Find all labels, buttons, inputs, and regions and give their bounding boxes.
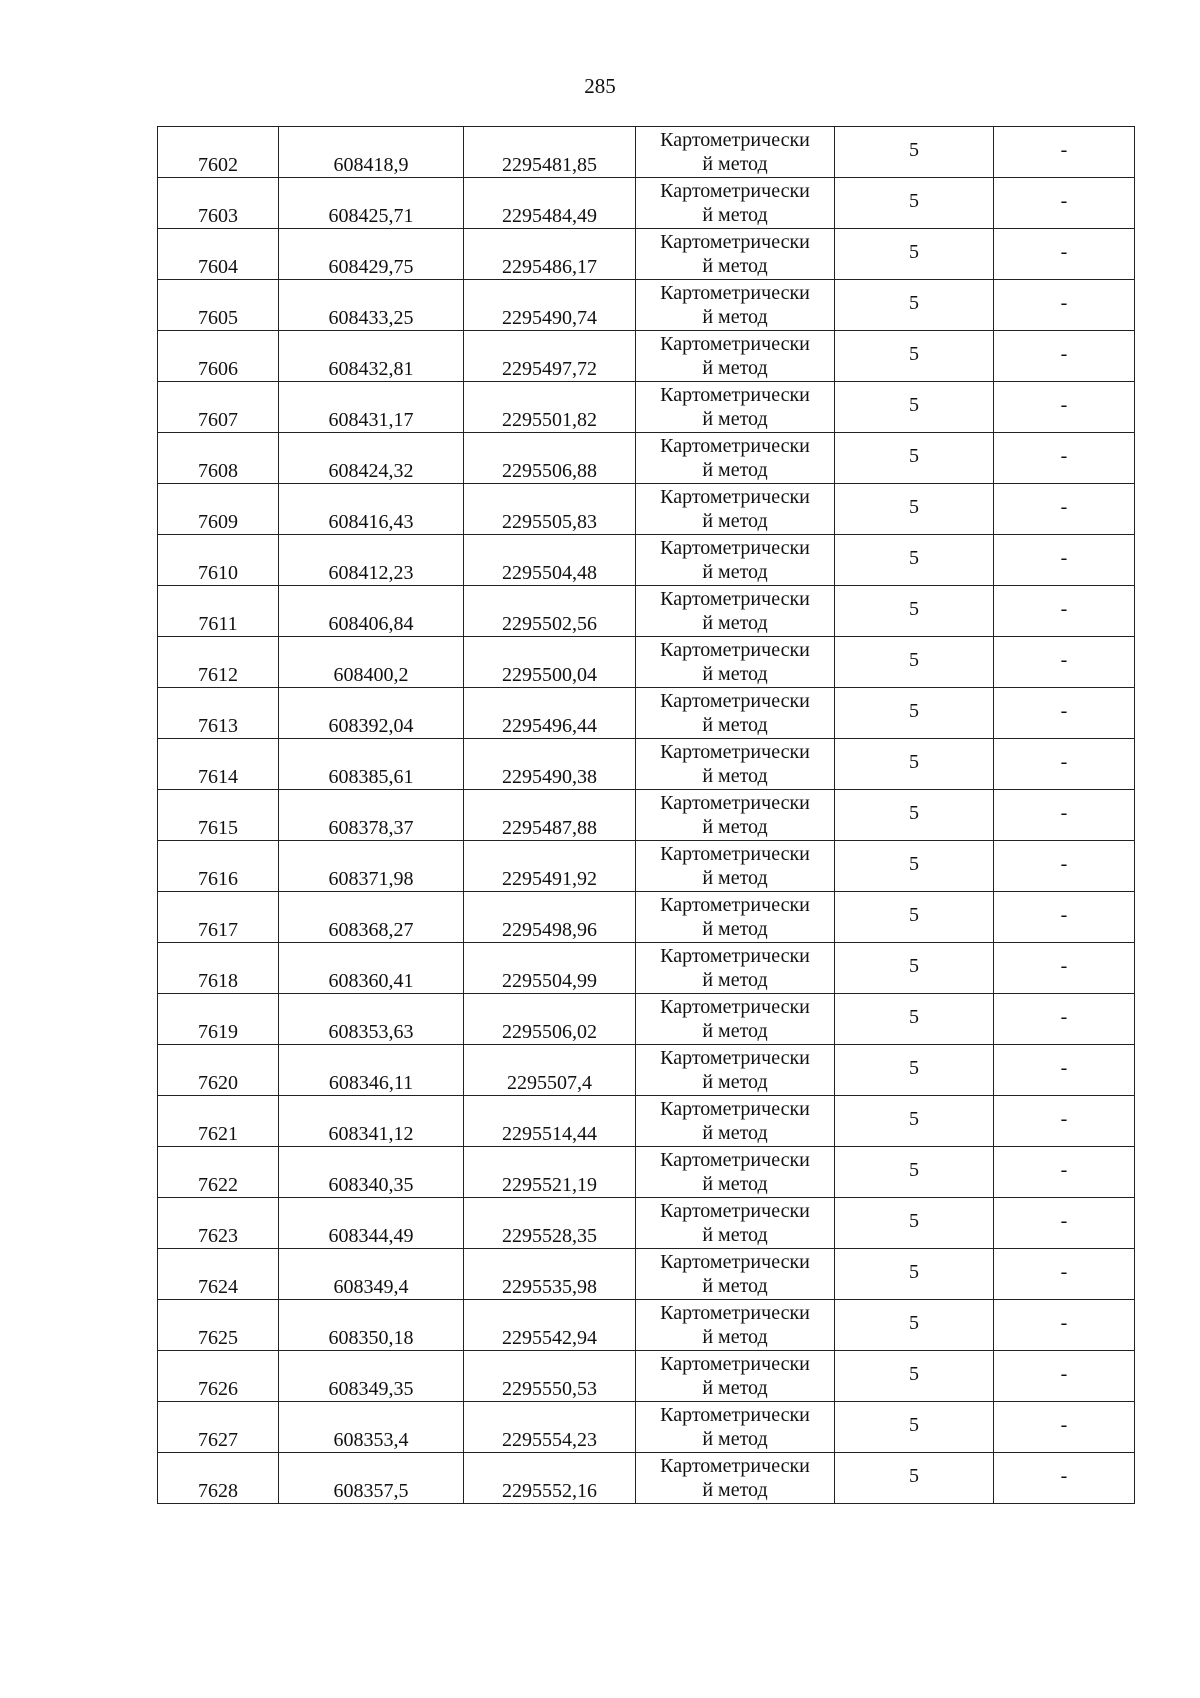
method-line-1: Картометрически	[660, 843, 810, 865]
table-row	[158, 127, 1135, 178]
x-coordinate-cell: 608432,81	[279, 331, 464, 382]
point-number-cell: 7626	[158, 1351, 279, 1402]
y-coordinate-cell: 2295490,74	[464, 280, 636, 331]
y-coordinate-cell: 2295490,38	[464, 739, 636, 790]
accuracy-cell: 5	[835, 229, 994, 280]
y-coordinate-cell: 2295552,16	[464, 1453, 636, 1504]
point-number-cell: 7610	[158, 535, 279, 586]
method-cell	[636, 382, 835, 433]
note-cell: -	[994, 280, 1135, 331]
method-line-2: й метод	[702, 408, 768, 430]
method-line-2: й метод	[702, 1020, 768, 1042]
coordinates-table	[157, 126, 1135, 1504]
table-row	[158, 433, 1135, 484]
method-line-2: й метод	[702, 663, 768, 685]
note-cell: -	[994, 1453, 1135, 1504]
accuracy-cell: 5	[835, 892, 994, 943]
method-cell	[636, 535, 835, 586]
x-coordinate-cell: 608350,18	[279, 1300, 464, 1351]
accuracy-cell: 5	[835, 178, 994, 229]
table-row	[158, 586, 1135, 637]
y-coordinate-cell: 2295504,48	[464, 535, 636, 586]
point-number-cell: 7622	[158, 1147, 279, 1198]
note-cell: -	[994, 841, 1135, 892]
method-line-2: й метод	[702, 153, 768, 175]
y-coordinate-cell: 2295535,98	[464, 1249, 636, 1300]
accuracy-cell: 5	[835, 1096, 994, 1147]
note-cell: -	[994, 637, 1135, 688]
note-cell: -	[994, 1300, 1135, 1351]
table-row	[158, 790, 1135, 841]
table-row	[158, 892, 1135, 943]
y-coordinate-cell: 2295481,85	[464, 127, 636, 178]
method-line-2: й метод	[702, 561, 768, 583]
accuracy-cell: 5	[835, 637, 994, 688]
method-cell	[636, 280, 835, 331]
accuracy-cell: 5	[835, 586, 994, 637]
accuracy-cell: 5	[835, 739, 994, 790]
accuracy-cell: 5	[835, 1045, 994, 1096]
method-line-2: й метод	[702, 357, 768, 379]
note-cell: -	[994, 1249, 1135, 1300]
method-line-1: Картометрически	[660, 741, 810, 763]
method-line-2: й метод	[702, 306, 768, 328]
accuracy-cell: 5	[835, 943, 994, 994]
y-coordinate-cell: 2295514,44	[464, 1096, 636, 1147]
note-cell: -	[994, 943, 1135, 994]
accuracy-cell: 5	[835, 688, 994, 739]
point-number-cell: 7620	[158, 1045, 279, 1096]
method-cell	[636, 892, 835, 943]
x-coordinate-cell: 608429,75	[279, 229, 464, 280]
note-cell: -	[994, 1198, 1135, 1249]
accuracy-cell: 5	[835, 280, 994, 331]
method-line-1: Картометрически	[660, 945, 810, 967]
note-cell: -	[994, 127, 1135, 178]
x-coordinate-cell: 608371,98	[279, 841, 464, 892]
accuracy-cell: 5	[835, 382, 994, 433]
method-cell	[636, 637, 835, 688]
method-line-1: Картометрически	[660, 282, 810, 304]
note-cell: -	[994, 535, 1135, 586]
point-number-cell: 7614	[158, 739, 279, 790]
method-cell	[636, 433, 835, 484]
accuracy-cell: 5	[835, 1453, 994, 1504]
accuracy-cell: 5	[835, 535, 994, 586]
x-coordinate-cell: 608412,23	[279, 535, 464, 586]
method-cell	[636, 1249, 835, 1300]
note-cell: -	[994, 739, 1135, 790]
y-coordinate-cell: 2295501,82	[464, 382, 636, 433]
page-number: 285	[584, 74, 616, 98]
x-coordinate-cell: 608400,2	[279, 637, 464, 688]
y-coordinate-cell: 2295506,02	[464, 994, 636, 1045]
note-cell: -	[994, 1402, 1135, 1453]
y-coordinate-cell: 2295484,49	[464, 178, 636, 229]
point-number-cell: 7612	[158, 637, 279, 688]
point-number-cell: 7619	[158, 994, 279, 1045]
point-number-cell: 7625	[158, 1300, 279, 1351]
x-coordinate-cell: 608349,35	[279, 1351, 464, 1402]
point-number-cell: 7624	[158, 1249, 279, 1300]
method-cell	[636, 586, 835, 637]
x-coordinate-cell: 608424,32	[279, 433, 464, 484]
method-line-2: й метод	[702, 1479, 768, 1501]
x-coordinate-cell: 608349,4	[279, 1249, 464, 1300]
table-row	[158, 1096, 1135, 1147]
accuracy-cell: 5	[835, 994, 994, 1045]
note-cell: -	[994, 688, 1135, 739]
method-line-2: й метод	[702, 1428, 768, 1450]
table-row	[158, 178, 1135, 229]
method-line-1: Картометрически	[660, 1302, 810, 1324]
accuracy-cell: 5	[835, 1351, 994, 1402]
method-cell	[636, 331, 835, 382]
accuracy-cell: 5	[835, 790, 994, 841]
y-coordinate-cell: 2295506,88	[464, 433, 636, 484]
point-number-cell: 7609	[158, 484, 279, 535]
accuracy-cell: 5	[835, 484, 994, 535]
x-coordinate-cell: 608360,41	[279, 943, 464, 994]
table-row	[158, 1249, 1135, 1300]
note-cell: -	[994, 1351, 1135, 1402]
method-line-1: Картометрически	[660, 180, 810, 202]
table-row	[158, 1147, 1135, 1198]
method-cell	[636, 1147, 835, 1198]
x-coordinate-cell: 608416,43	[279, 484, 464, 535]
x-coordinate-cell: 608431,17	[279, 382, 464, 433]
x-coordinate-cell: 608392,04	[279, 688, 464, 739]
x-coordinate-cell: 608385,61	[279, 739, 464, 790]
table-row	[158, 1351, 1135, 1402]
x-coordinate-cell: 608418,9	[279, 127, 464, 178]
note-cell: -	[994, 382, 1135, 433]
table-row	[158, 739, 1135, 790]
y-coordinate-cell: 2295504,99	[464, 943, 636, 994]
method-line-1: Картометрически	[660, 333, 810, 355]
table-row	[158, 331, 1135, 382]
y-coordinate-cell: 2295487,88	[464, 790, 636, 841]
method-line-1: Картометрически	[660, 231, 810, 253]
table-row	[158, 943, 1135, 994]
method-cell	[636, 127, 835, 178]
table-row	[158, 1300, 1135, 1351]
point-number-cell: 7616	[158, 841, 279, 892]
accuracy-cell: 5	[835, 1402, 994, 1453]
method-line-1: Картометрически	[660, 996, 810, 1018]
note-cell: -	[994, 178, 1135, 229]
point-number-cell: 7611	[158, 586, 279, 637]
method-line-1: Картометрически	[660, 588, 810, 610]
method-line-2: й метод	[702, 1122, 768, 1144]
method-cell	[636, 1453, 835, 1504]
table-row	[158, 994, 1135, 1045]
table-row	[158, 535, 1135, 586]
point-number-cell: 7613	[158, 688, 279, 739]
x-coordinate-cell: 608346,11	[279, 1045, 464, 1096]
method-line-1: Картометрически	[660, 1149, 810, 1171]
x-coordinate-cell: 608353,63	[279, 994, 464, 1045]
x-coordinate-cell: 608340,35	[279, 1147, 464, 1198]
accuracy-cell: 5	[835, 1249, 994, 1300]
accuracy-cell: 5	[835, 1198, 994, 1249]
note-cell: -	[994, 892, 1135, 943]
note-cell: -	[994, 1147, 1135, 1198]
x-coordinate-cell: 608425,71	[279, 178, 464, 229]
method-line-1: Картометрически	[660, 1098, 810, 1120]
method-cell	[636, 790, 835, 841]
method-line-1: Картометрически	[660, 384, 810, 406]
method-line-1: Картометрически	[660, 1404, 810, 1426]
note-cell: -	[994, 586, 1135, 637]
method-cell	[636, 994, 835, 1045]
method-line-2: й метод	[702, 612, 768, 634]
point-number-cell: 7602	[158, 127, 279, 178]
method-cell	[636, 1096, 835, 1147]
method-cell	[636, 943, 835, 994]
y-coordinate-cell: 2295496,44	[464, 688, 636, 739]
method-line-2: й метод	[702, 510, 768, 532]
method-cell	[636, 229, 835, 280]
method-line-2: й метод	[702, 204, 768, 226]
note-cell: -	[994, 994, 1135, 1045]
method-line-2: й метод	[702, 1224, 768, 1246]
accuracy-cell: 5	[835, 127, 994, 178]
point-number-cell: 7618	[158, 943, 279, 994]
table-row	[158, 280, 1135, 331]
method-line-1: Картометрически	[660, 1455, 810, 1477]
method-line-1: Картометрически	[660, 690, 810, 712]
table-row	[158, 1402, 1135, 1453]
y-coordinate-cell: 2295521,19	[464, 1147, 636, 1198]
table-row	[158, 229, 1135, 280]
method-cell	[636, 484, 835, 535]
method-line-1: Картометрически	[660, 1047, 810, 1069]
point-number-cell: 7621	[158, 1096, 279, 1147]
accuracy-cell: 5	[835, 1147, 994, 1198]
y-coordinate-cell: 2295505,83	[464, 484, 636, 535]
method-line-2: й метод	[702, 1377, 768, 1399]
point-number-cell: 7617	[158, 892, 279, 943]
x-coordinate-cell: 608433,25	[279, 280, 464, 331]
method-line-2: й метод	[702, 1071, 768, 1093]
method-line-2: й метод	[702, 867, 768, 889]
x-coordinate-cell: 608353,4	[279, 1402, 464, 1453]
method-cell	[636, 688, 835, 739]
y-coordinate-cell: 2295497,72	[464, 331, 636, 382]
x-coordinate-cell: 608378,37	[279, 790, 464, 841]
point-number-cell: 7628	[158, 1453, 279, 1504]
y-coordinate-cell: 2295554,23	[464, 1402, 636, 1453]
note-cell: -	[994, 1045, 1135, 1096]
method-cell	[636, 1351, 835, 1402]
note-cell: -	[994, 790, 1135, 841]
method-line-1: Картометрически	[660, 129, 810, 151]
method-line-1: Картометрически	[660, 639, 810, 661]
y-coordinate-cell: 2295550,53	[464, 1351, 636, 1402]
y-coordinate-cell: 2295486,17	[464, 229, 636, 280]
method-line-2: й метод	[702, 714, 768, 736]
method-cell	[636, 841, 835, 892]
method-line-2: й метод	[702, 816, 768, 838]
y-coordinate-cell: 2295491,92	[464, 841, 636, 892]
coordinates-table-body	[158, 127, 1135, 1504]
note-cell: -	[994, 1096, 1135, 1147]
method-cell	[636, 1198, 835, 1249]
method-line-2: й метод	[702, 459, 768, 481]
method-line-2: й метод	[702, 765, 768, 787]
note-cell: -	[994, 331, 1135, 382]
method-cell	[636, 1402, 835, 1453]
note-cell: -	[994, 484, 1135, 535]
y-coordinate-cell: 2295528,35	[464, 1198, 636, 1249]
table-row	[158, 1198, 1135, 1249]
y-coordinate-cell: 2295500,04	[464, 637, 636, 688]
y-coordinate-cell: 2295498,96	[464, 892, 636, 943]
accuracy-cell: 5	[835, 841, 994, 892]
point-number-cell: 7615	[158, 790, 279, 841]
point-number-cell: 7623	[158, 1198, 279, 1249]
note-cell: -	[994, 433, 1135, 484]
method-line-2: й метод	[702, 1275, 768, 1297]
table-row	[158, 382, 1135, 433]
accuracy-cell: 5	[835, 331, 994, 382]
method-line-1: Картометрически	[660, 435, 810, 457]
y-coordinate-cell: 2295502,56	[464, 586, 636, 637]
accuracy-cell: 5	[835, 1300, 994, 1351]
table-row	[158, 841, 1135, 892]
point-number-cell: 7603	[158, 178, 279, 229]
method-line-2: й метод	[702, 969, 768, 991]
y-coordinate-cell: 2295542,94	[464, 1300, 636, 1351]
method-cell	[636, 178, 835, 229]
point-number-cell: 7608	[158, 433, 279, 484]
point-number-cell: 7604	[158, 229, 279, 280]
x-coordinate-cell: 608357,5	[279, 1453, 464, 1504]
table-row	[158, 1453, 1135, 1504]
point-number-cell: 7627	[158, 1402, 279, 1453]
point-number-cell: 7607	[158, 382, 279, 433]
method-line-1: Картометрически	[660, 537, 810, 559]
x-coordinate-cell: 608341,12	[279, 1096, 464, 1147]
note-cell: -	[994, 229, 1135, 280]
table-row	[158, 637, 1135, 688]
method-line-2: й метод	[702, 918, 768, 940]
accuracy-cell: 5	[835, 433, 994, 484]
method-cell	[636, 1045, 835, 1096]
method-line-1: Картометрически	[660, 486, 810, 508]
method-line-2: й метод	[702, 255, 768, 277]
table-row	[158, 688, 1135, 739]
x-coordinate-cell: 608344,49	[279, 1198, 464, 1249]
method-line-1: Картометрически	[660, 792, 810, 814]
y-coordinate-cell: 2295507,4	[464, 1045, 636, 1096]
x-coordinate-cell: 608406,84	[279, 586, 464, 637]
table-row	[158, 484, 1135, 535]
method-line-1: Картометрически	[660, 1251, 810, 1273]
method-cell	[636, 1300, 835, 1351]
method-cell	[636, 739, 835, 790]
method-line-1: Картометрически	[660, 894, 810, 916]
x-coordinate-cell: 608368,27	[279, 892, 464, 943]
method-line-1: Картометрически	[660, 1200, 810, 1222]
point-number-cell: 7605	[158, 280, 279, 331]
table-row	[158, 1045, 1135, 1096]
method-line-1: Картометрически	[660, 1353, 810, 1375]
method-line-2: й метод	[702, 1326, 768, 1348]
point-number-cell: 7606	[158, 331, 279, 382]
method-line-2: й метод	[702, 1173, 768, 1195]
